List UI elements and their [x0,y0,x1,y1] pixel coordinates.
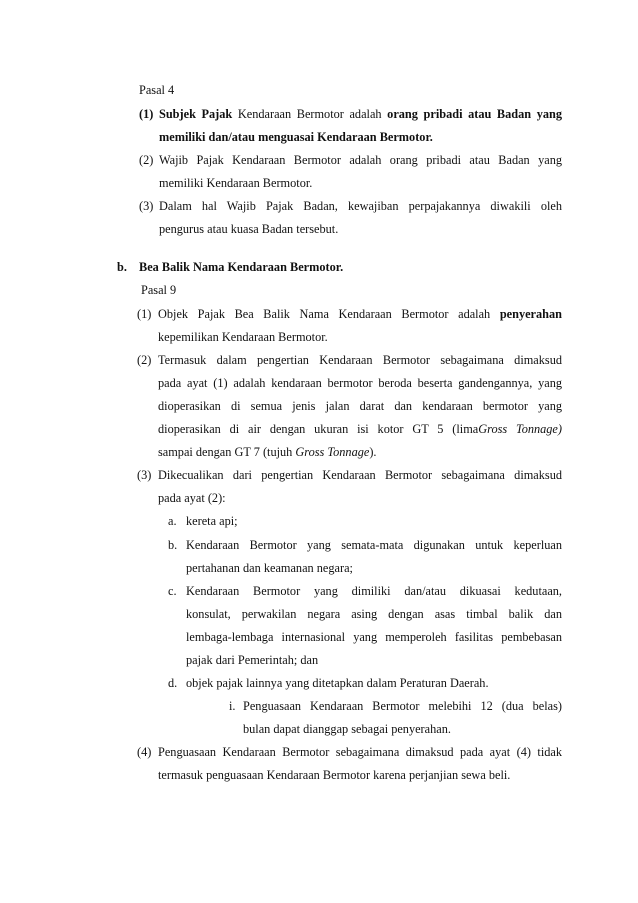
pasal-9-item-1-line-2: kepemilikan Kendaraan Bermotor. [158,330,328,344]
pasal-4-item-2-number: (2) [139,153,154,167]
sub-d-line-1: objek pajak lainnya yang ditetapkan dalam Peraturan Daerah. [186,676,489,690]
pasal-9-item-1-text: Objek Pajak Bea Balik Nama Kendaraan Bermotor adalah [158,307,491,321]
pasal-9-title: Pasal 9 [141,283,177,297]
sub-c-line-2: konsulat, perwakilan negara asing dengan asas timbal balik dan [186,607,562,621]
pasal-9-item-2-line-4 [158,422,562,437]
pasal-9-item-4-line-2: termasuk penguasaan Kendaraan Bermotor karena perjanjian sewa beli. [158,768,511,782]
pasal-9-item-2-number: (2) [137,353,152,367]
pasal-9-item-3-number: (3) [137,468,152,482]
pasal-9-item-2-line-4-text: dioperasikan di air dengan ukuran isi kotor GT 5 (lima [158,422,479,436]
pasal-4-item-1-text: Kendaraan Bermotor adalah [232,107,388,121]
pasal-9-item-4-number: (4) [137,745,152,759]
pasal-9-item-2-line-5 [158,445,377,460]
sub-d-letter: d. [168,676,178,690]
pasal-4-item-2-line-1: Wajib Pajak Kendaraan Bermotor adalah orang pribadi atau Badan yang [159,153,562,167]
sub-a-line-1: kereta api; [186,514,238,528]
pasal-4-item-1-line-1 [159,107,562,122]
section-b-letter: b. [117,260,127,274]
pasal-9-item-2-line-4-italic: Gross Tonnage) [478,422,562,436]
sub-c-line-1: Kendaraan Bermotor yang dimiliki dan/atau dikuasai kedutaan, [186,584,562,598]
pasal-9-item-2-line-5-end: ). [369,445,377,459]
pasal-4-item-2-line-2: memiliki Kendaraan Bermotor. [159,176,313,190]
pasal-9-item-2-line-2: pada ayat (1) adalah kendaraan bermotor beroda beserta gandengannya, yang [158,376,562,390]
pasal-9-item-2-line-5-text: sampai dengan GT 7 (tujuh [158,445,296,459]
pasal-9-item-2-line-1: Termasuk dalam pengertian Kendaraan Bermotor sebagaimana dimaksud [158,353,562,367]
sub-i-line-2: bulan dapat dianggap sebagai penyerahan. [243,722,451,736]
pasal-4-item-1-line-2: memiliki dan/atau menguasai Kendaraan Bermotor. [159,130,433,144]
sub-b-line-2: pertahanan dan keamanan negara; [186,561,353,575]
pasal-9-item-4-line-1: Penguasaan Kendaraan Bermotor sebagaimana dimaksud pada ayat (4) tidak [158,745,562,759]
sub-i-letter: i. [229,699,236,713]
sub-c-letter: c. [168,584,177,598]
sub-i-line-1: Penguasaan Kendaraan Bermotor melebihi 12 (dua belas) [243,699,562,713]
pasal-9-item-3-line-2: pada ayat (2): [158,491,226,505]
sub-a-letter: a. [168,514,177,528]
pasal-9-item-2-line-5-italic: Gross Tonnage [295,445,370,459]
sub-c-line-3: lembaga-lembaga internasional yang memperoleh fasilitas pembebasan [186,630,562,644]
pasal-9-item-1-bold: penyerahan [499,307,562,321]
pasal-4-item-3-line-2: pengurus atau kuasa Badan tersebut. [159,222,339,236]
pasal-9-item-1-number: (1) [137,307,152,321]
pasal-9-item-1-line-1 [158,307,562,322]
sub-b-letter: b. [168,538,178,552]
pasal-4-item-1-number: (1) [139,107,154,121]
pasal-4-item-1-bold-c: orang pribadi atau Badan yang [387,107,562,121]
pasal-4-item-3-number: (3) [139,199,154,213]
pasal-9-item-2-line-3: dioperasikan di semua jenis jalan darat dan kendaraan bermotor yang [158,399,562,413]
pasal-9-item-3-line-1: Dikecualikan dari pengertian Kendaraan Bermotor sebagaimana dimaksud [158,468,562,482]
pasal-4-item-1-bold-a: Subjek Pajak [159,107,233,121]
pasal-4-item-3-line-1: Dalam hal Wajib Pajak Badan, kewajiban perpajakannya diwakili oleh [159,199,562,213]
pasal-4-title: Pasal 4 [139,83,175,97]
sub-c-line-4: pajak dari Pemerintah; dan [186,653,319,667]
sub-b-line-1: Kendaraan Bermotor yang semata-mata digunakan untuk keperluan [186,538,562,552]
section-b-heading: Bea Balik Nama Kendaraan Bermotor. [139,260,344,274]
